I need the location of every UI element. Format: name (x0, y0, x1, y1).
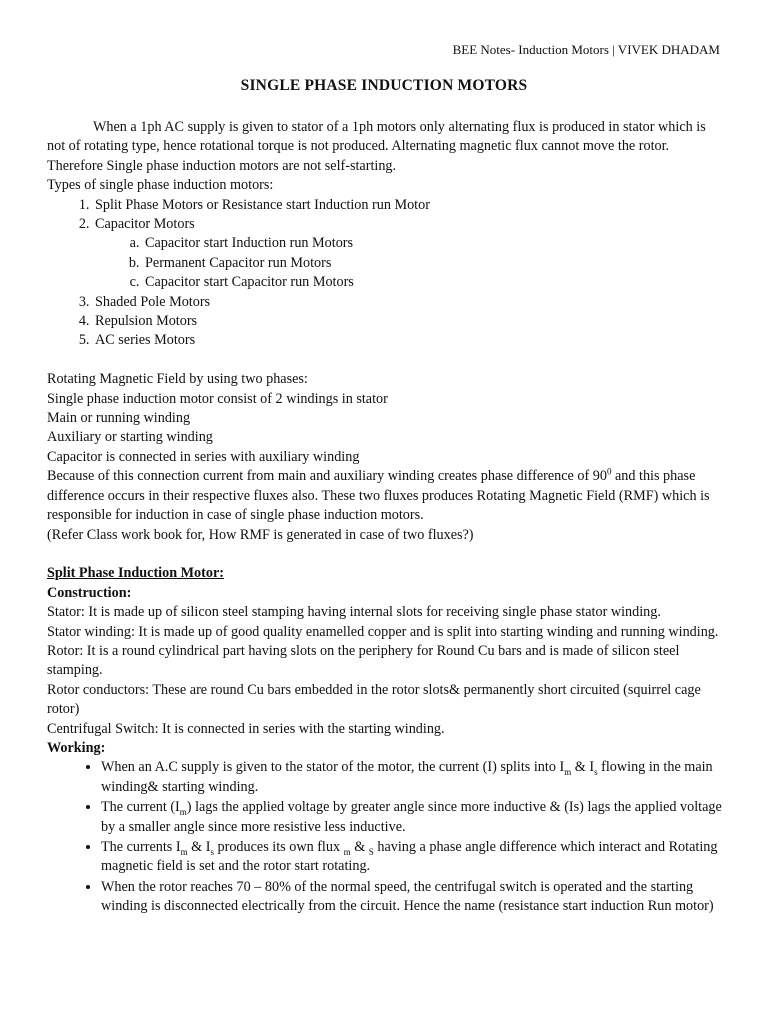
rmf-line: Auxiliary or starting winding (47, 429, 213, 446)
text-segment: When an A.C supply is given to the stator of the motor, the current (I) splits into I (101, 759, 565, 776)
subscript: S (368, 846, 374, 857)
list-item: • When the rotor reaches 70 – 80% of the normal speed, the centrifugal switch is operated and the starting winding is disconnected electrically from the circuit. Hence the name (resistance start induction Run motor) (101, 878, 727, 917)
text-segment: and this phase difference occurs in their respective fluxes also. These two fluxes produces Rotating Magnetic Field (RMF) which is responsible for induction in case of single phase induction motors. (47, 468, 710, 524)
rmf-line: Single phase induction motor consist of 2 windings in stator (47, 390, 388, 407)
subscript: m (343, 846, 351, 857)
capacitor-types-list (95, 234, 727, 292)
construction-heading: Construction: (47, 584, 132, 601)
list-item: b. Permanent Capacitor run Motors (143, 254, 727, 273)
construction-item: Stator winding: It is made up of good quality enamelled copper and is split into starting winding and running winding. (47, 623, 719, 640)
superscript: 0 (606, 466, 612, 477)
construction-item: Rotor conductors: These are round Cu bars embedded in the rotor slots& permanently short circuited (squirrel cage rotor) (47, 681, 701, 718)
text-segment: & (350, 839, 369, 855)
text-segment: The current (I (101, 799, 180, 816)
list-item (101, 838, 727, 877)
text-segment: Because of this connection current from main and auxiliary winding creates phase difference of 90 (47, 468, 607, 485)
page-header: BEE Notes- Induction Motors | VIVEK DHADAM (452, 42, 720, 57)
text-segment: produces its own flux (213, 839, 344, 855)
list-item: c. Capacitor start Capacitor run Motors (143, 273, 727, 292)
construction-item: Stator: It is made up of silicon steel stamping having internal slots for receiving single phase stator winding. (47, 604, 661, 621)
list-item: 1. Split Phase Motors or Resistance start Induction run Motor (93, 196, 727, 215)
rmf-line: Main or running winding (47, 410, 191, 427)
text-segment: The currents I (101, 839, 181, 855)
text-segment: & I (187, 839, 211, 855)
construction-item: Centrifugal Switch: It is connected in series with the starting winding. (47, 720, 445, 737)
rmf-heading: Rotating Magnetic Field by using two phases: (47, 371, 308, 388)
rmf-reference: (Refer Class work book for, How RMF is generated in case of two fluxes?) (47, 526, 474, 543)
list-item-label: Capacitor Motors (95, 216, 195, 233)
list-item: 5. AC series Motors (93, 331, 727, 350)
text-segment: ) lags the applied voltage by greater angle since more inductive & (Is) lags the applied voltage by a smaller angle since more resistive less inductive. (101, 799, 722, 835)
spacer (47, 351, 727, 370)
text-segment: & I (571, 759, 595, 776)
section-heading: Split Phase Induction Motor: (47, 565, 224, 582)
subscript: s (594, 767, 598, 778)
list-item: 3. Shaded Pole Motors (93, 293, 727, 312)
document-body (47, 118, 727, 918)
list-item: 4. Repulsion Motors (93, 312, 727, 331)
list-item: a. Capacitor start Induction run Motors (143, 234, 727, 253)
construction-item: Rotor: It is a round cylindrical part having slots on the periphery for Round Cu bars and is made of silicon steel stamping. (47, 642, 680, 679)
subscript: m (180, 846, 188, 857)
rmf-paragraph (47, 467, 727, 525)
text-segment: having a phase angle difference which interact and Rotating magnetic field is set and the rotor start rotating. (101, 839, 718, 875)
text-segment: flowing in the main winding& starting winding. (101, 759, 713, 795)
subscript: s (210, 846, 214, 857)
page-title: SINGLE PHASE INDUCTION MOTORS (240, 77, 528, 94)
list-item (101, 798, 727, 837)
list-item (93, 215, 727, 293)
subscript: m (179, 807, 187, 818)
rmf-line: Capacitor is connected in series with auxiliary winding (47, 448, 360, 465)
types-heading: Types of single phase induction motors: (47, 177, 274, 194)
working-heading: Working: (47, 739, 106, 756)
subscript: m (564, 767, 572, 778)
intro-paragraph: When a 1ph AC supply is given to stator of a 1ph motors only alternating flux is produced in stator which is not of rotating type, hence rotational torque is not produced. Alternating magnetic flux cannot move the rotor. Therefore Single phase induction motors are not self-starting. (47, 119, 706, 174)
types-list (47, 196, 727, 351)
spacer (47, 545, 727, 564)
working-list (47, 758, 727, 916)
list-item (101, 758, 727, 797)
